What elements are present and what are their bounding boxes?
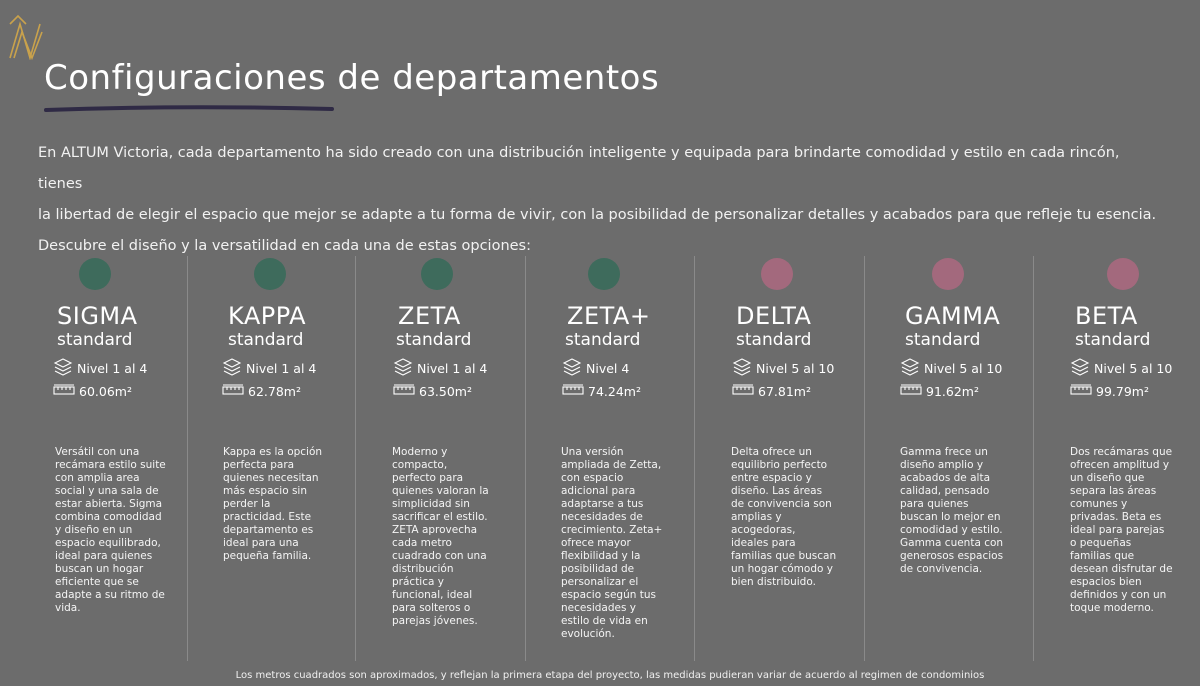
building-levels-icon bbox=[900, 358, 924, 379]
footnote: Los metros cuadrados son aproximados, y reflejan la primera etapa del proyecto, las medidas pudieran variar de acuerdo al regimen de condominios bbox=[235, 670, 985, 681]
unit-name: ZETA+ bbox=[567, 302, 651, 330]
unit-standard: standard bbox=[228, 330, 304, 350]
unit-dot bbox=[421, 258, 453, 290]
unit-description: Dos recámaras que ofrecen amplitud y un diseño que separa las áreas comunes y privadas. Beta es ideal para parejas o pequeñas familias que desean disfrutar de espacios bien definidos y con un toque moderno. bbox=[1070, 446, 1173, 614]
column-divider bbox=[864, 256, 865, 661]
ruler-area-icon bbox=[222, 384, 248, 399]
unit-area: 63.50m² bbox=[419, 384, 472, 399]
unit-area-row bbox=[562, 384, 641, 399]
unit-level-row bbox=[900, 358, 1002, 379]
unit-level: Nivel 5 al 10 bbox=[756, 361, 835, 376]
unit-area: 67.81m² bbox=[758, 384, 811, 399]
unit-level-row bbox=[222, 358, 316, 379]
unit-level: Nivel 4 bbox=[586, 361, 630, 376]
column-divider bbox=[525, 256, 526, 661]
unit-area-row bbox=[53, 384, 132, 399]
unit-dot bbox=[588, 258, 620, 290]
unit-level-row bbox=[562, 358, 629, 379]
building-levels-icon bbox=[53, 358, 77, 379]
column-divider bbox=[187, 256, 188, 661]
unit-level: Nivel 1 al 4 bbox=[77, 361, 148, 376]
unit-area-row bbox=[900, 384, 979, 399]
ruler-area-icon bbox=[732, 384, 758, 399]
unit-dot bbox=[761, 258, 793, 290]
title-underline bbox=[44, 104, 334, 114]
building-levels-icon bbox=[562, 358, 586, 379]
intro-text bbox=[38, 138, 1158, 262]
unit-area-row bbox=[1070, 384, 1149, 399]
intro-line: Descubre el diseño y la versatilidad en cada una de estas opciones: bbox=[38, 238, 531, 254]
unit-level: Nivel 1 al 4 bbox=[417, 361, 488, 376]
unit-level: Nivel 5 al 10 bbox=[1094, 361, 1173, 376]
unit-dot bbox=[254, 258, 286, 290]
unit-level-row bbox=[393, 358, 487, 379]
unit-name: ZETA bbox=[398, 302, 461, 330]
unit-description: Gamma frece un diseño amplio y acabados de alta calidad, pensado para quienes buscan lo mejor en comodidad y estilo. Gamma cuenta con generosos espacios de convivencia. bbox=[900, 446, 1004, 575]
ruler-area-icon bbox=[1070, 384, 1096, 399]
unit-standard: standard bbox=[736, 330, 812, 350]
unit-level-row bbox=[1070, 358, 1172, 379]
unit-area-row bbox=[732, 384, 811, 399]
unit-dot bbox=[932, 258, 964, 290]
unit-area: 91.62m² bbox=[926, 384, 979, 399]
unit-name: KAPPA bbox=[228, 302, 307, 330]
ruler-area-icon bbox=[900, 384, 926, 399]
column-divider bbox=[355, 256, 356, 661]
building-levels-icon bbox=[222, 358, 246, 379]
unit-name: BETA bbox=[1075, 302, 1138, 330]
unit-name: DELTA bbox=[736, 302, 812, 330]
unit-area: 74.24m² bbox=[588, 384, 641, 399]
unit-description: Kappa es la opción perfecta para quienes necesitan más espacio sin perder la practicidad. Este departamento es ideal para una pequeña familia. bbox=[223, 446, 323, 562]
ruler-area-icon bbox=[53, 384, 79, 399]
unit-name: GAMMA bbox=[905, 302, 1001, 330]
unit-area-row bbox=[222, 384, 301, 399]
unit-description: Moderno y compacto, perfecto para quienes valoran la simplicidad sin sacrificar el estilo. ZETA aprovecha cada metro cuadrado con una distribución práctica y funcional, ideal para solteros o parejas jóvenes. bbox=[392, 446, 489, 627]
altum-logo-icon bbox=[8, 14, 44, 60]
unit-description: Delta ofrece un equilibrio perfecto entre espacio y diseño. Las áreas de convivencia son amplias y acogedoras, ideales para familias que buscan un hogar cómodo y bien distribuido. bbox=[731, 446, 837, 588]
unit-name: SIGMA bbox=[57, 302, 138, 330]
units-grid bbox=[0, 256, 1200, 661]
column-divider bbox=[694, 256, 695, 661]
unit-dot bbox=[1107, 258, 1139, 290]
unit-area: 99.79m² bbox=[1096, 384, 1149, 399]
unit-description: Una versión ampliada de Zetta, con espacio adicional para adaptarse a tus necesidades de crecimiento. Zeta+ ofrece mayor flexibilidad y la posibilidad de personalizar el espacio según tus necesidades y estilo de vida en evolución. bbox=[561, 446, 663, 640]
building-levels-icon bbox=[732, 358, 756, 379]
ruler-area-icon bbox=[393, 384, 419, 399]
unit-area: 62.78m² bbox=[248, 384, 301, 399]
unit-dot bbox=[79, 258, 111, 290]
unit-description: Versátil con una recámara estilo suite con amplia area social y una sala de estar abierta. Sigma combina comodidad y diseño en un espacio equilibrado, ideal para quienes buscan un hogar eficiente que se adapte a su ritmo de vida. bbox=[55, 446, 166, 614]
ruler-area-icon bbox=[562, 384, 588, 399]
page-title: Configuraciones de departamentos bbox=[44, 58, 660, 98]
unit-standard: standard bbox=[1075, 330, 1151, 350]
unit-standard: standard bbox=[905, 330, 981, 350]
intro-line: En ALTUM Victoria, cada departamento ha sido creado con una distribución inteligente y equipada para brindarte comodidad y estilo en cada rincón, tienes bbox=[38, 145, 1120, 192]
unit-area: 60.06m² bbox=[79, 384, 132, 399]
unit-standard: standard bbox=[565, 330, 641, 350]
building-levels-icon bbox=[393, 358, 417, 379]
column-divider bbox=[1033, 256, 1034, 661]
building-levels-icon bbox=[1070, 358, 1094, 379]
unit-level-row bbox=[53, 358, 147, 379]
unit-level-row bbox=[732, 358, 834, 379]
unit-standard: standard bbox=[57, 330, 133, 350]
unit-level: Nivel 1 al 4 bbox=[246, 361, 317, 376]
intro-line: la libertad de elegir el espacio que mejor se adapte a tu forma de vivir, con la posibilidad de personalizar detalles y acabados para que refleje tu esencia. bbox=[38, 207, 1157, 223]
unit-area-row bbox=[393, 384, 472, 399]
unit-level: Nivel 5 al 10 bbox=[924, 361, 1003, 376]
unit-standard: standard bbox=[396, 330, 472, 350]
